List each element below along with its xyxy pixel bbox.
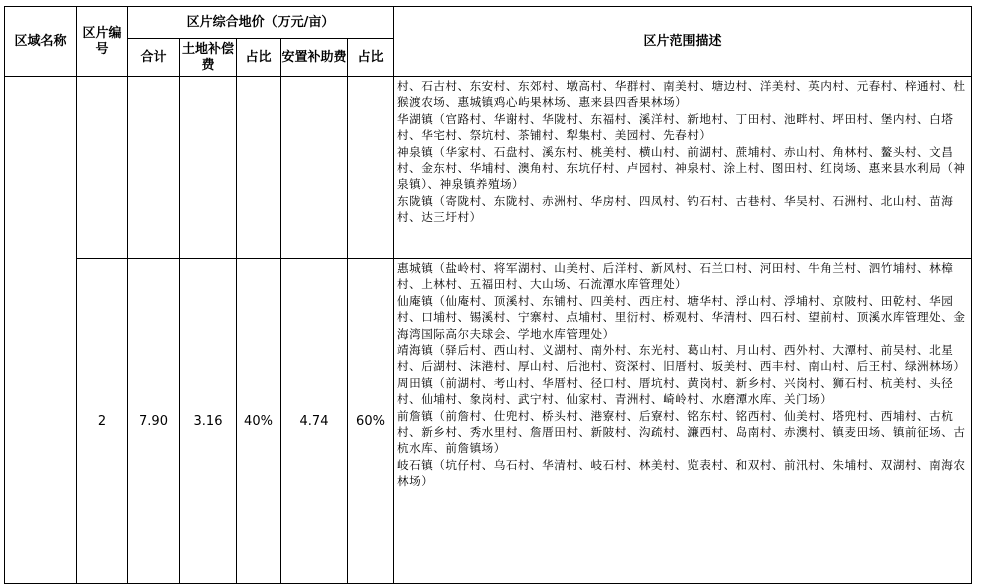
header-price-group: 区片综合地价（万元/亩） [128,7,394,39]
desc-paragraph: 前詹镇（前詹村、仕兜村、桥头村、港寮村、后寮村、铭东村、铭西村、仙美村、塔兜村、西埔村、古杭村、新乡村、秀水里村、詹厝田村、新陂村、沟疏村、濂西村、岛南村、赤澳村、镇麦田场、镇前征场、古杭水库、前詹镇场） [397,408,966,456]
header-land-comp: 土地补偿费 [180,39,237,77]
table-row [5,77,972,259]
header-region-name: 区域名称 [5,7,77,77]
ratio-2-cell [348,77,394,259]
desc-paragraph: 神泉镇（华家村、石盘村、溪东村、桃美村、横山村、前湖村、蔗埔村、赤山村、角林村、鳌头村、文昌村、金东村、华埔村、澳角村、东坑仔村、卢园村、神泉村、涂上村、图田村、红岗场、惠来县水利局（神泉镇）、神泉镇养殖场） [397,144,966,192]
header-resettle: 安置补助费 [281,39,348,77]
header-ratio-2: 占比 [348,39,394,77]
header-total: 合计 [128,39,180,77]
desc-paragraph: 惠城镇（盐岭村、将军湖村、山美村、后洋村、新风村、石兰口村、河田村、牛角兰村、泗竹埔村、林樟村、上林村、五福田村、大山场、石流潭水库管理处） [397,261,954,292]
land-price-table [4,6,972,584]
desc-paragraph: 仙庵镇（仙庵村、顶溪村、东铺村、四美村、西庄村、塘华村、浮山村、浮埔村、京陂村、田乾村、华园村、口埔村、锡溪村、宁寨村、点埔村、里衍村、桥观村、华清村、四石村、望前村、顶溪水库管理处、金海湾国际高尔夫球会、学地水库管理处） [397,293,966,341]
table-row [5,259,972,584]
desc-paragraph: 东陇镇（寄陇村、东陇村、赤洲村、华房村、四凤村、钓石村、古巷村、华吴村、石洲村、北山村、苗海村、达三圩村） [397,193,954,225]
ratio-1-cell [237,77,281,259]
zone-desc-cell [394,259,972,584]
land-comp-cell: 3.16 [180,259,237,584]
zone-no-cell: 2 [77,259,128,584]
desc-paragraph: 周田镇（前湖村、考山村、华厝村、径口村、厝坑村、黄岗村、新乡村、兴岗村、狮石村、杭美村、头径村、仙埔村、象岗村、武宁村、仙家村、青洲村、崎岭村、水磨潭水库、关门场） [397,375,954,407]
resettle-cell [281,77,348,259]
desc-paragraph: 村、石古村、东安村、东郊村、墩高村、华群村、南美村、塘边村、洋美村、英内村、元春村、梓通村、杜猴渡农场、惠城镇鸡心屿果林场、惠来县四香果林场） [397,79,966,110]
total-cell [128,77,180,259]
zone-desc-cell [394,77,972,259]
desc-paragraph: 岐石镇（坑仔村、乌石村、华清村、岐石村、林美村、览表村、和双村、前汛村、朱埔村、双湖村、南海农林场） [397,457,966,489]
header-desc: 区片范围描述 [394,7,972,77]
resettle-cell: 4.74 [281,259,348,584]
header-ratio-1: 占比 [237,39,281,77]
zone-no-cell [77,77,128,259]
desc-paragraph: 靖海镇（驿后村、西山村、义湖村、南外村、东光村、葛山村、月山村、西外村、大潭村、前吴村、北星村、后湖村、沫港村、厚山村、后池村、资深村、旧厝村、坂美村、西丰村、南山村、后王村、绿洲林场） [397,343,966,374]
total-cell: 7.90 [128,259,180,584]
land-comp-cell [180,77,237,259]
ratio-1-cell: 40% [237,259,281,584]
header-zone-no: 区片编号 [77,7,128,77]
ratio-2-cell: 60% [348,259,394,584]
region-name-cell [5,77,77,584]
desc-paragraph: 华湖镇（官路村、华谢村、华陇村、东福村、溪洋村、新地村、丁田村、池畔村、坪田村、堡内村、白塔村、华宅村、祭坑村、茶铺村、犁集村、美园村、先春村） [397,111,954,143]
